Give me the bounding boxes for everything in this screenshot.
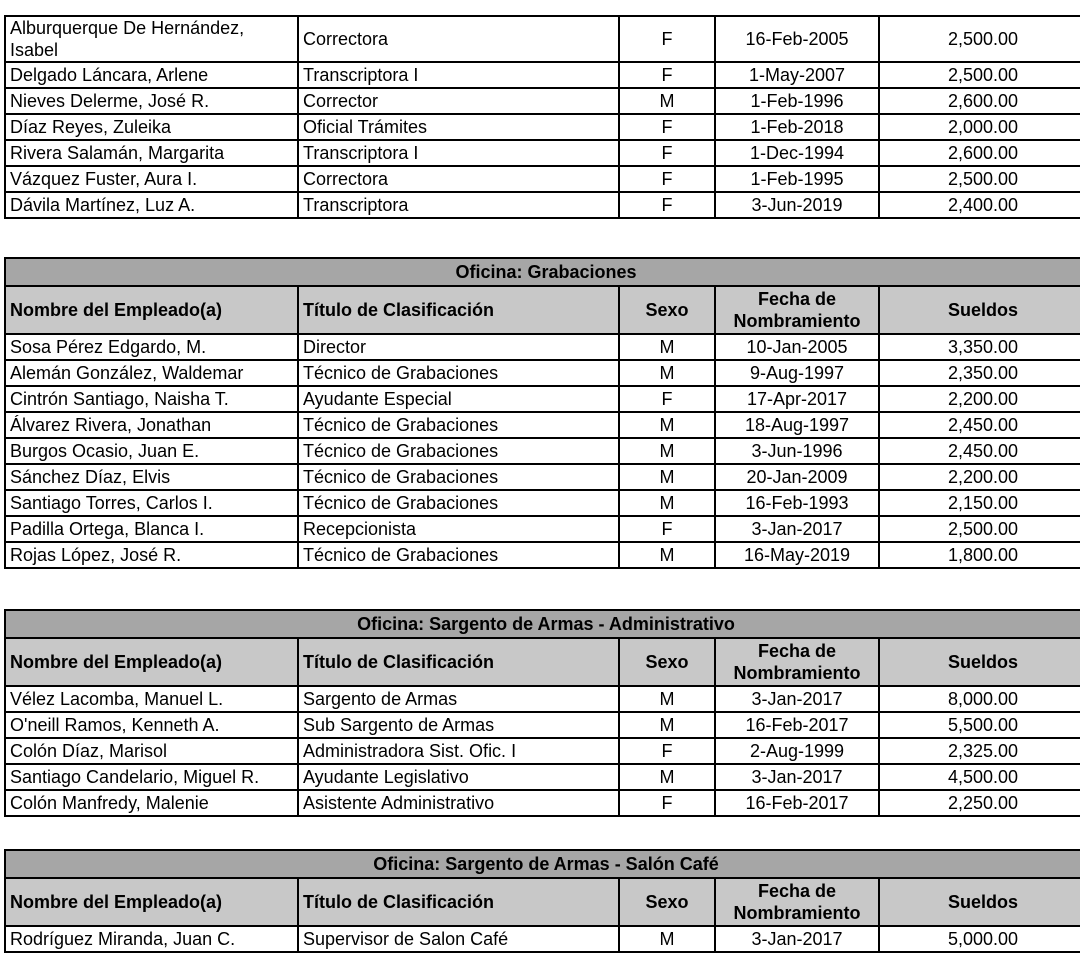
appointment-date: 1-May-2007: [715, 62, 879, 88]
sex: M: [619, 712, 715, 738]
table-row: [5, 490, 1080, 516]
classification-title: Ayudante Legislativo: [298, 764, 619, 790]
appointment-date: 3-Jan-2017: [715, 926, 879, 952]
appointment-date: 20-Jan-2009: [715, 464, 879, 490]
classification-title: Técnico de Grabaciones: [298, 412, 619, 438]
classification-title: Técnico de Grabaciones: [298, 490, 619, 516]
classification-title: Correctora: [298, 166, 619, 192]
salary: 2,500.00: [879, 16, 1080, 62]
column-header-date: Fecha de Nombramiento: [715, 638, 879, 686]
office-title: Oficina: Sargento de Armas - Salón Café: [5, 850, 1080, 878]
salary: 5,000.00: [879, 926, 1080, 952]
salary: 5,500.00: [879, 712, 1080, 738]
sex: M: [619, 464, 715, 490]
table-row: [5, 386, 1080, 412]
employee-name: Padilla Ortega, Blanca I.: [5, 516, 298, 542]
office-header: [5, 850, 1080, 878]
sex: M: [619, 764, 715, 790]
classification-title: Técnico de Grabaciones: [298, 542, 619, 568]
employee-name: Delgado Láncara, Arlene: [5, 62, 298, 88]
salary: 2,600.00: [879, 140, 1080, 166]
employee-name: Sosa Pérez Edgardo, M.: [5, 334, 298, 360]
appointment-date: 9-Aug-1997: [715, 360, 879, 386]
classification-title: Transcriptora I: [298, 62, 619, 88]
office-title: Oficina: Sargento de Armas - Administrativo: [5, 610, 1080, 638]
classification-title: Técnico de Grabaciones: [298, 438, 619, 464]
sex: M: [619, 490, 715, 516]
classification-title: Técnico de Grabaciones: [298, 360, 619, 386]
appointment-date: 18-Aug-1997: [715, 412, 879, 438]
table-row: [5, 62, 1080, 88]
classification-title: Corrector: [298, 88, 619, 114]
salary: 2,600.00: [879, 88, 1080, 114]
employee-name: Cintrón Santiago, Naisha T.: [5, 386, 298, 412]
table-row: [5, 412, 1080, 438]
salary: 2,200.00: [879, 464, 1080, 490]
appointment-date: 3-Jan-2017: [715, 686, 879, 712]
column-header-title: Título de Clasificación: [298, 638, 619, 686]
table-row: [5, 464, 1080, 490]
appointment-date: 16-Feb-2017: [715, 712, 879, 738]
sex: M: [619, 542, 715, 568]
appointment-date: 3-Jun-1996: [715, 438, 879, 464]
column-header-row: [5, 878, 1080, 926]
appointment-date: 1-Dec-1994: [715, 140, 879, 166]
salary: 2,400.00: [879, 192, 1080, 218]
column-header-row: [5, 286, 1080, 334]
table-row: [5, 764, 1080, 790]
sex: M: [619, 686, 715, 712]
classification-title: Director: [298, 334, 619, 360]
table-row: [5, 88, 1080, 114]
table-row: [5, 790, 1080, 816]
salary: 2,500.00: [879, 166, 1080, 192]
table-row: [5, 360, 1080, 386]
sex: F: [619, 62, 715, 88]
employee-name: Vélez Lacomba, Manuel L.: [5, 686, 298, 712]
employee-name: Dávila Martínez, Luz A.: [5, 192, 298, 218]
sex: F: [619, 386, 715, 412]
employee-name: Rojas López, José R.: [5, 542, 298, 568]
appointment-date: 16-May-2019: [715, 542, 879, 568]
sex: F: [619, 166, 715, 192]
table-row: [5, 738, 1080, 764]
classification-title: Ayudante Especial: [298, 386, 619, 412]
table-row: [5, 926, 1080, 952]
employee-name: Alburquerque De Hernández, Isabel: [5, 16, 298, 62]
table-row: [5, 192, 1080, 218]
appointment-date: 1-Feb-1995: [715, 166, 879, 192]
employee-name: Colón Manfredy, Malenie: [5, 790, 298, 816]
sex: F: [619, 516, 715, 542]
office-header: [5, 610, 1080, 638]
table-body: [5, 610, 1080, 816]
classification-title: Sub Sargento de Armas: [298, 712, 619, 738]
sex: F: [619, 738, 715, 764]
table-row: [5, 166, 1080, 192]
table-continuation: [4, 15, 1080, 219]
classification-title: Supervisor de Salon Café: [298, 926, 619, 952]
column-header-title: Título de Clasificación: [298, 878, 619, 926]
appointment-date: 2-Aug-1999: [715, 738, 879, 764]
salary: 4,500.00: [879, 764, 1080, 790]
employee-name: O'neill Ramos, Kenneth A.: [5, 712, 298, 738]
appointment-date: 16-Feb-2017: [715, 790, 879, 816]
salary: 2,325.00: [879, 738, 1080, 764]
appointment-date: 17-Apr-2017: [715, 386, 879, 412]
sex: M: [619, 360, 715, 386]
salary: 2,450.00: [879, 412, 1080, 438]
appointment-date: 3-Jan-2017: [715, 516, 879, 542]
sex: M: [619, 412, 715, 438]
appointment-date: 3-Jun-2019: [715, 192, 879, 218]
column-header-title: Título de Clasificación: [298, 286, 619, 334]
sex: F: [619, 140, 715, 166]
employee-name: Burgos Ocasio, Juan E.: [5, 438, 298, 464]
classification-title: Transcriptora I: [298, 140, 619, 166]
table-row: [5, 438, 1080, 464]
salary: 3,350.00: [879, 334, 1080, 360]
column-header-salary: Sueldos: [879, 638, 1080, 686]
table-row: [5, 114, 1080, 140]
column-header-sex: Sexo: [619, 878, 715, 926]
column-header-name: Nombre del Empleado(a): [5, 878, 298, 926]
table-row: [5, 16, 1080, 62]
table-grabaciones: [4, 257, 1080, 569]
table-row: [5, 516, 1080, 542]
appointment-date: 16-Feb-1993: [715, 490, 879, 516]
employee-name: Rodríguez Miranda, Juan C.: [5, 926, 298, 952]
appointment-date: 1-Feb-2018: [715, 114, 879, 140]
table-row: [5, 334, 1080, 360]
appointment-date: 10-Jan-2005: [715, 334, 879, 360]
employee-name: Colón Díaz, Marisol: [5, 738, 298, 764]
table-row: [5, 140, 1080, 166]
employee-name: Díaz Reyes, Zuleika: [5, 114, 298, 140]
column-header-sex: Sexo: [619, 638, 715, 686]
salary: 2,500.00: [879, 516, 1080, 542]
employee-name: Vázquez Fuster, Aura I.: [5, 166, 298, 192]
employee-name: Rivera Salamán, Margarita: [5, 140, 298, 166]
column-header-salary: Sueldos: [879, 878, 1080, 926]
table-row: [5, 712, 1080, 738]
table-body: [5, 850, 1080, 952]
classification-title: Transcriptora: [298, 192, 619, 218]
salary: 2,450.00: [879, 438, 1080, 464]
sex: F: [619, 114, 715, 140]
table-sargento-salon-cafe: [4, 849, 1080, 953]
table-sargento-administrativo: [4, 609, 1080, 817]
salary: 2,200.00: [879, 386, 1080, 412]
salary: 2,250.00: [879, 790, 1080, 816]
salary: 2,500.00: [879, 62, 1080, 88]
table-row: [5, 686, 1080, 712]
employee-name: Sánchez Díaz, Elvis: [5, 464, 298, 490]
classification-title: Recepcionista: [298, 516, 619, 542]
classification-title: Oficial Trámites: [298, 114, 619, 140]
salary: 1,800.00: [879, 542, 1080, 568]
sex: M: [619, 88, 715, 114]
column-header-date: Fecha de Nombramiento: [715, 286, 879, 334]
sex: M: [619, 926, 715, 952]
column-header-name: Nombre del Empleado(a): [5, 638, 298, 686]
column-header-name: Nombre del Empleado(a): [5, 286, 298, 334]
appointment-date: 16-Feb-2005: [715, 16, 879, 62]
sex: F: [619, 790, 715, 816]
classification-title: Administradora Sist. Ofic. I: [298, 738, 619, 764]
sex: M: [619, 334, 715, 360]
column-header-sex: Sexo: [619, 286, 715, 334]
sex: M: [619, 438, 715, 464]
classification-title: Correctora: [298, 16, 619, 62]
sex: F: [619, 192, 715, 218]
salary: 8,000.00: [879, 686, 1080, 712]
classification-title: Sargento de Armas: [298, 686, 619, 712]
employee-name: Santiago Candelario, Miguel R.: [5, 764, 298, 790]
sex: F: [619, 16, 715, 62]
classification-title: Técnico de Grabaciones: [298, 464, 619, 490]
salary: 2,000.00: [879, 114, 1080, 140]
column-header-date: Fecha de Nombramiento: [715, 878, 879, 926]
employee-name: Alemán González, Waldemar: [5, 360, 298, 386]
salary: 2,150.00: [879, 490, 1080, 516]
appointment-date: 1-Feb-1996: [715, 88, 879, 114]
appointment-date: 3-Jan-2017: [715, 764, 879, 790]
employee-name: Nieves Delerme, José R.: [5, 88, 298, 114]
salary: 2,350.00: [879, 360, 1080, 386]
classification-title: Asistente Administrativo: [298, 790, 619, 816]
column-header-row: [5, 638, 1080, 686]
office-header: [5, 258, 1080, 286]
table-body: [5, 16, 1080, 218]
employee-name: Santiago Torres, Carlos I.: [5, 490, 298, 516]
column-header-salary: Sueldos: [879, 286, 1080, 334]
table-row: [5, 542, 1080, 568]
office-title: Oficina: Grabaciones: [5, 258, 1080, 286]
table-body: [5, 258, 1080, 568]
employee-name: Álvarez Rivera, Jonathan: [5, 412, 298, 438]
